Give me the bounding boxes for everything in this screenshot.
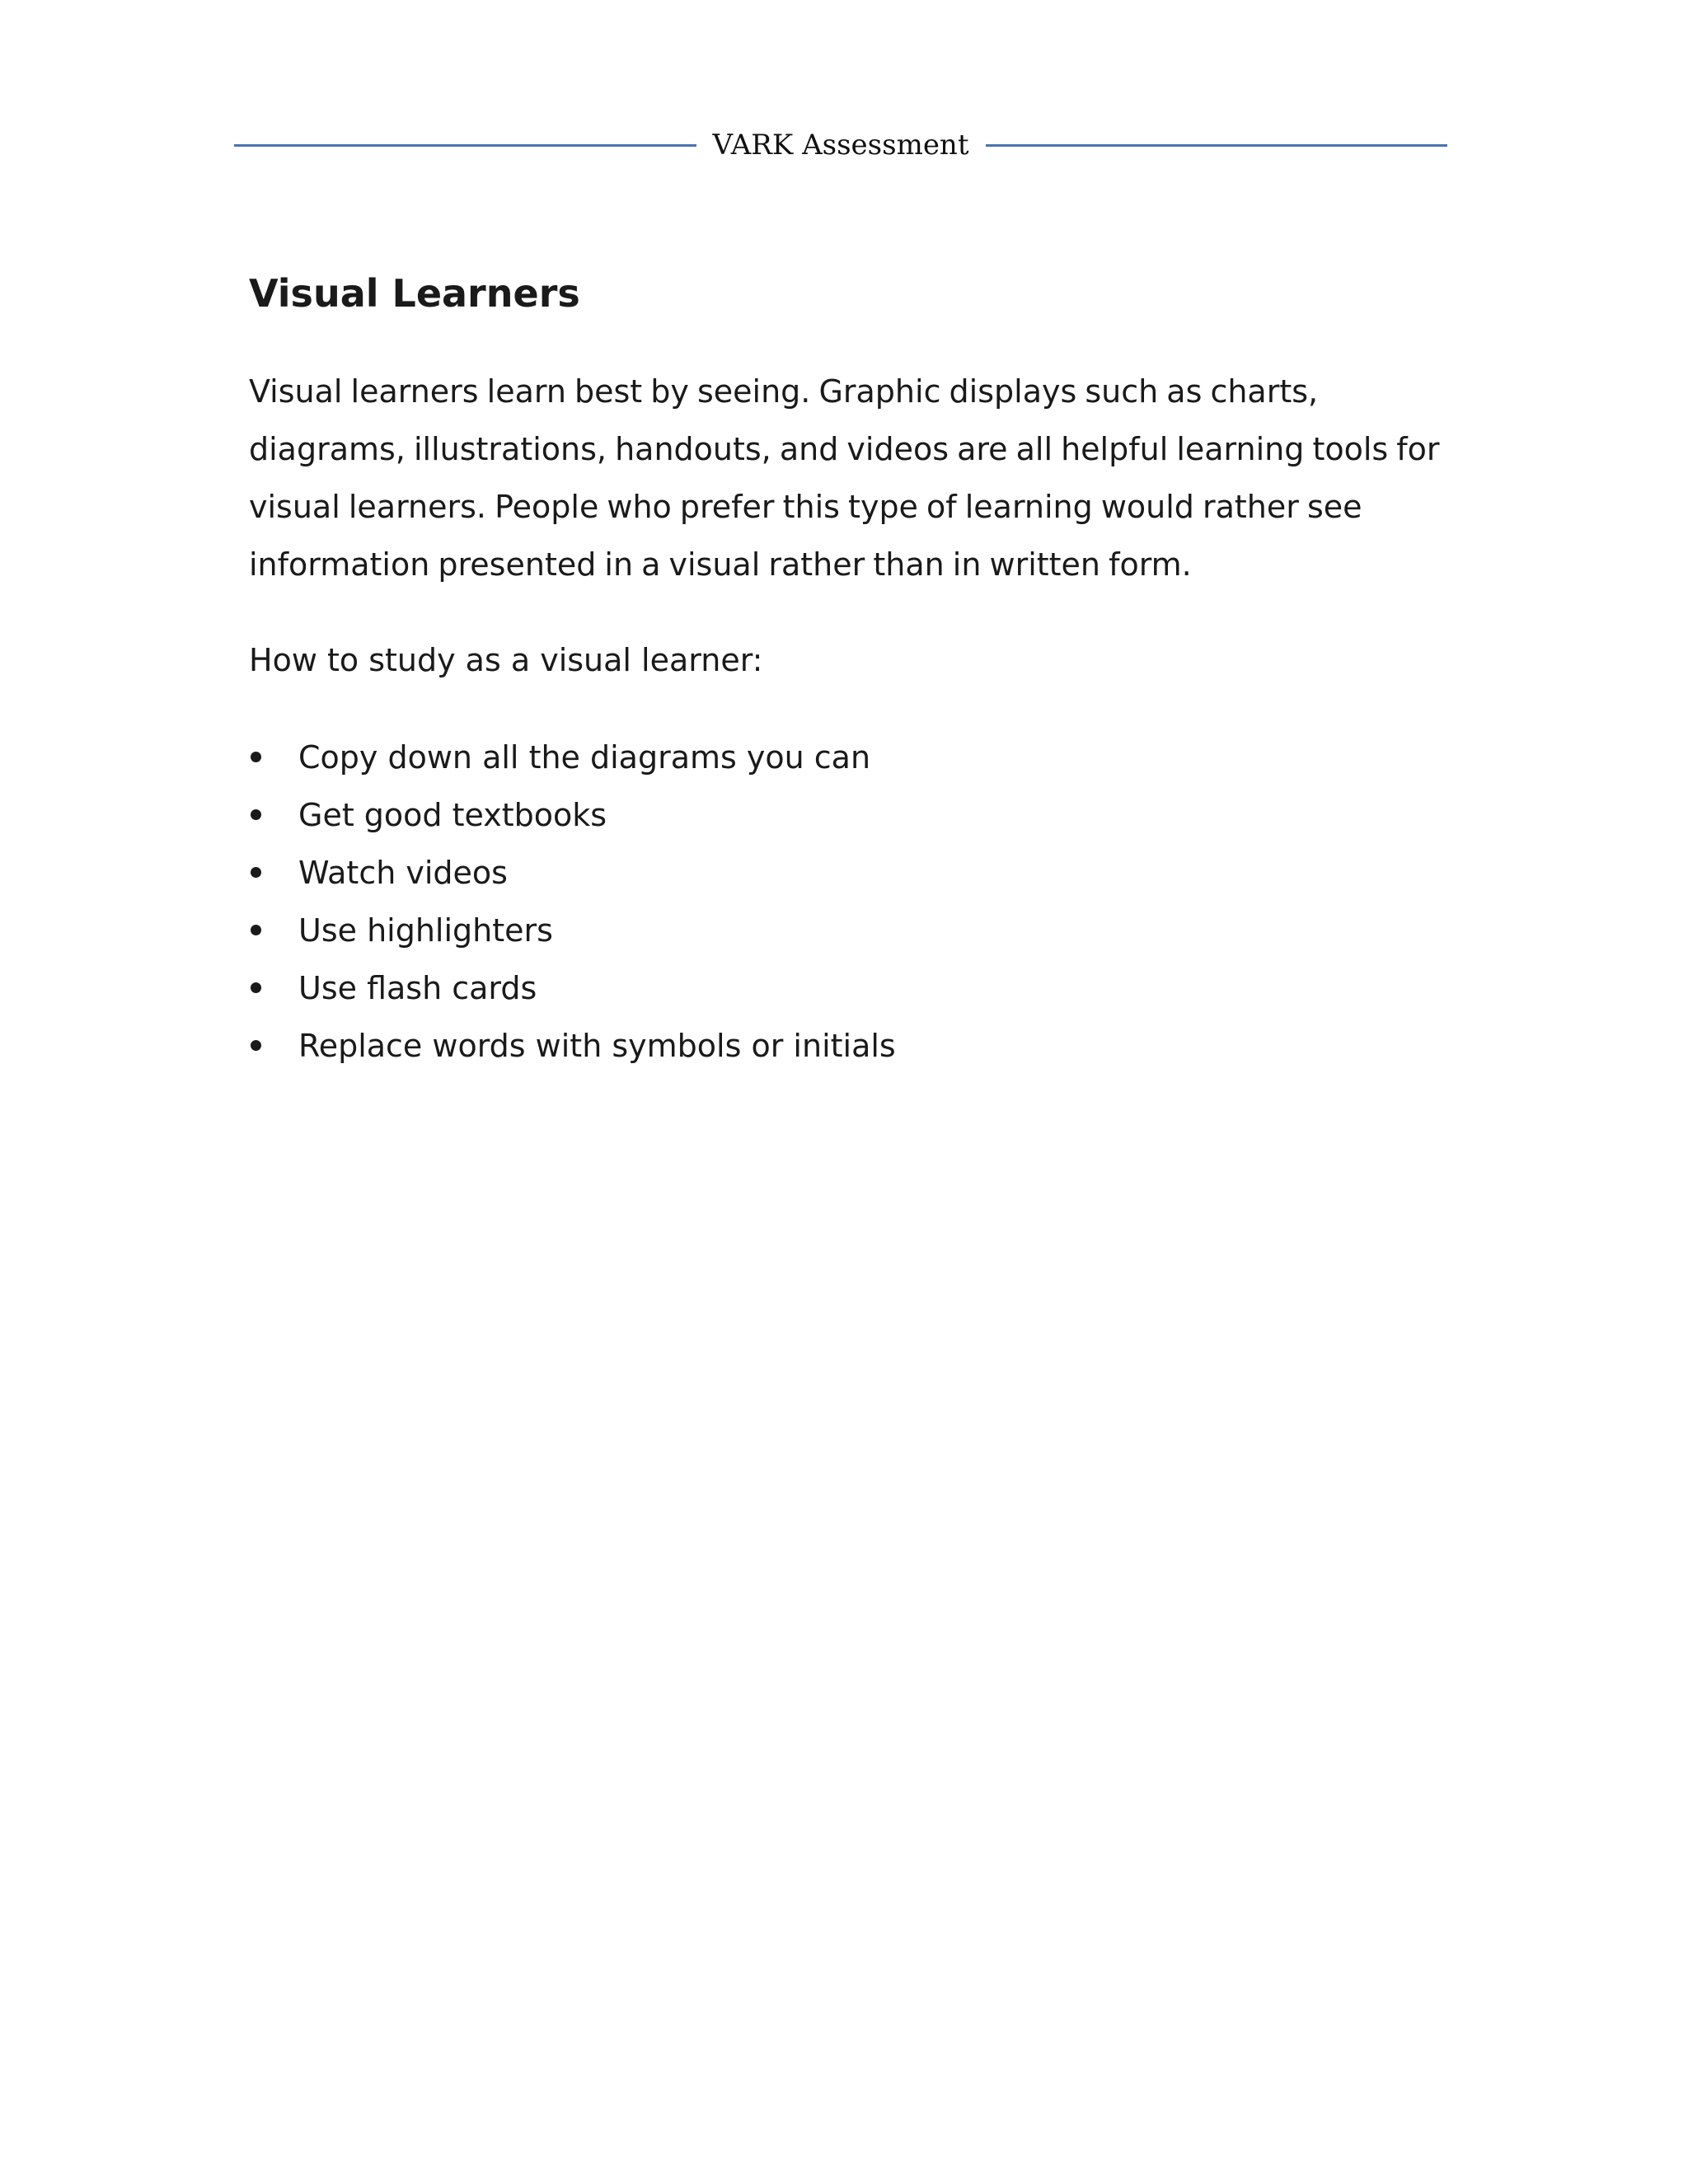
list-item xyxy=(249,786,1452,844)
main-content xyxy=(249,265,1452,1075)
section-title: Visual Learners xyxy=(249,271,580,316)
header-title: VARK Assessment xyxy=(712,129,969,162)
list-item-text: Replace words with symbols or initials xyxy=(298,1028,896,1064)
list-item xyxy=(249,959,1452,1017)
bullet-icon xyxy=(251,867,261,878)
bullet-icon xyxy=(251,925,261,935)
list-item xyxy=(249,729,1452,786)
bullet-icon xyxy=(251,982,261,993)
study-tips-list xyxy=(249,729,1452,1075)
list-item xyxy=(249,1017,1452,1075)
list-item xyxy=(249,844,1452,902)
list-item-text: Watch videos xyxy=(298,855,508,891)
list-item-text: Copy down all the diagrams you can xyxy=(298,739,871,776)
list-item-text: Use highlighters xyxy=(298,912,553,949)
list-item-text: Get good textbooks xyxy=(298,797,607,833)
header-rule-right xyxy=(986,144,1448,147)
list-item-text: Use flash cards xyxy=(298,970,537,1006)
bullet-icon xyxy=(251,1040,261,1051)
header-rule-left xyxy=(234,144,696,147)
bullet-icon xyxy=(251,752,261,762)
bullet-icon xyxy=(251,809,261,820)
intro-paragraph: Visual learners learn best by seeing. Graphic displays such as charts, diagrams, illustrations, handouts, and videos are all helpful learning tools for visual learners. People who prefer this type of learning would rather see information presented in a visual rather than in written form. xyxy=(249,373,1440,583)
list-item xyxy=(249,902,1452,959)
page-header xyxy=(234,124,1447,166)
study-intro: How to study as a visual learner: xyxy=(249,642,763,678)
